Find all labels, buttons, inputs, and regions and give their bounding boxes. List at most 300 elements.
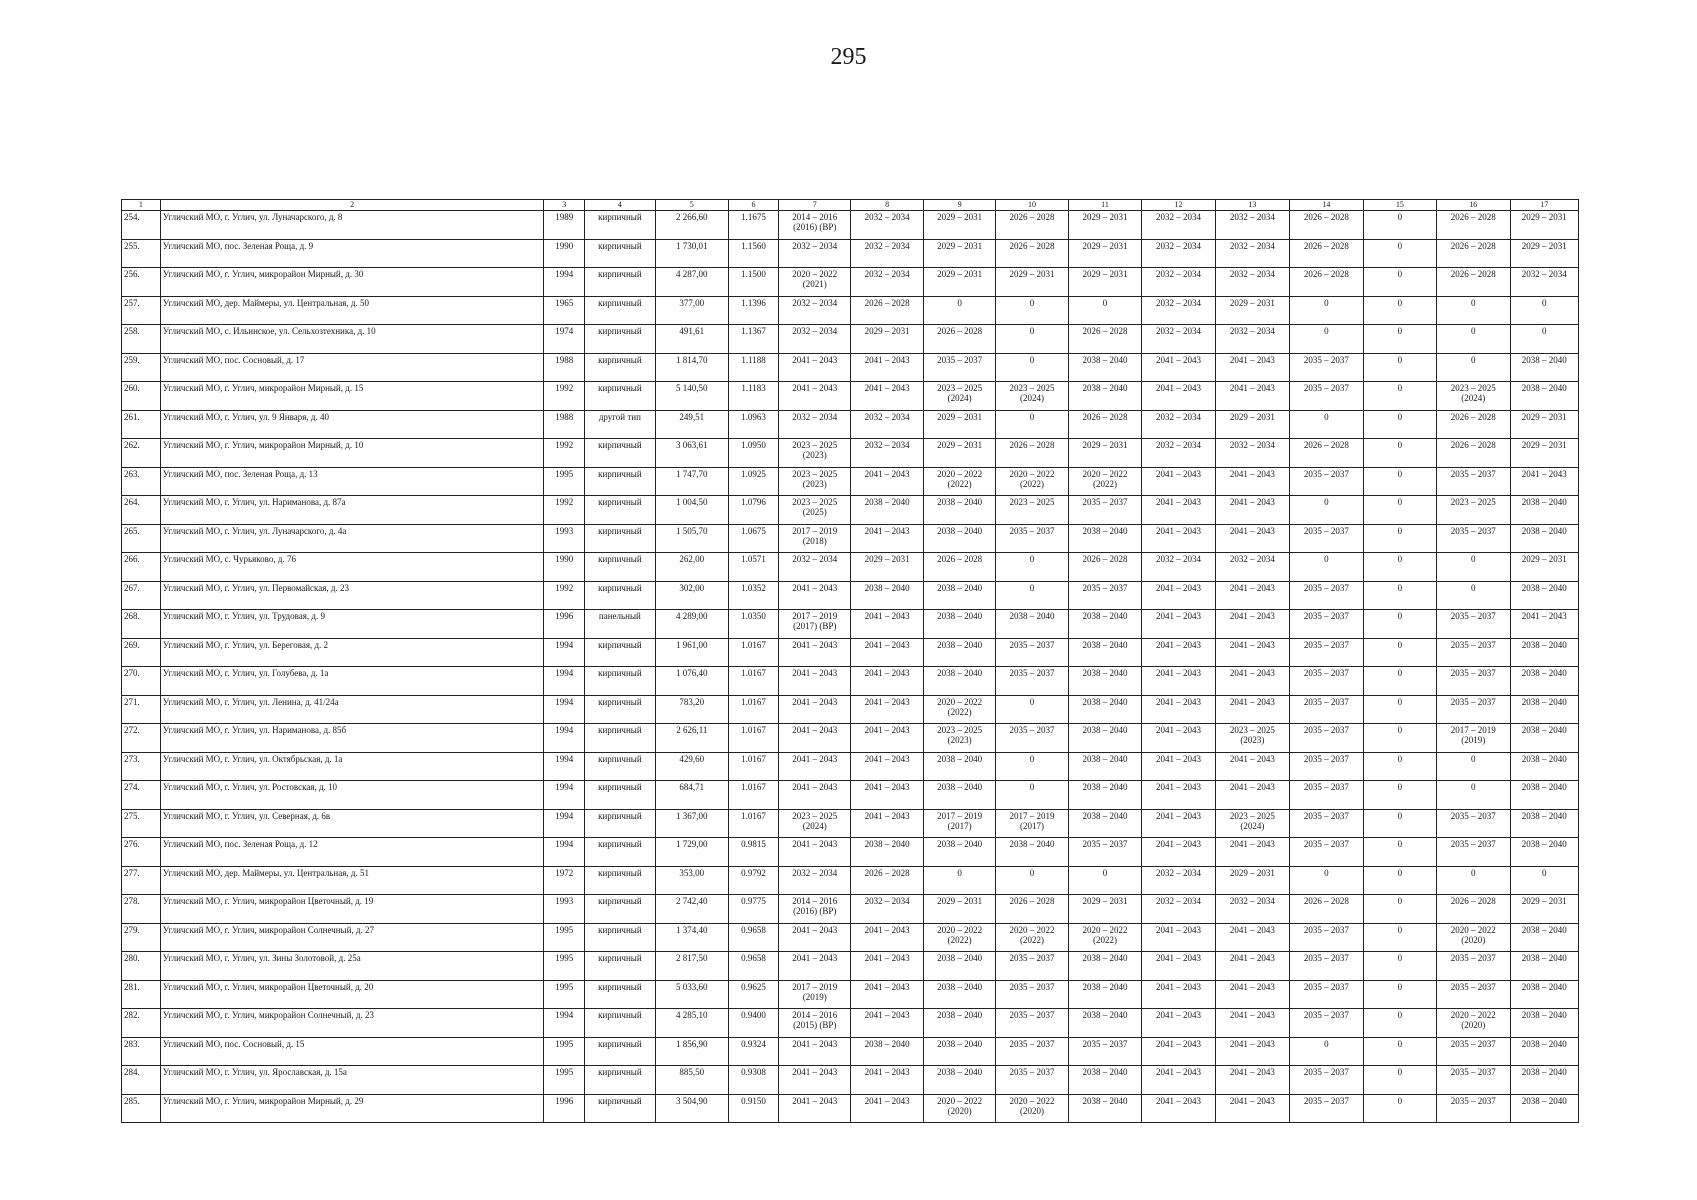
table-cell-col-6: 1.1183 — [729, 382, 779, 411]
table-cell-col-4: кирпичный — [585, 382, 655, 411]
table-cell-col-12: 2032 – 2034 — [1142, 268, 1215, 297]
table-cell-col-16: 2035 – 2037 — [1437, 838, 1510, 867]
table-cell-col-17: 0 — [1510, 866, 1579, 895]
table-cell-col-10: 2035 – 2037 — [996, 667, 1068, 696]
table-cell-col-1: 261. — [122, 410, 161, 439]
table-cell-col-8: 2041 – 2043 — [851, 467, 923, 496]
table-cell-col-3: 1990 — [544, 239, 585, 268]
table-cell-col-14: 2026 – 2028 — [1290, 268, 1363, 297]
table-cell-col-14: 2035 – 2037 — [1290, 638, 1363, 667]
table-cell-col-15: 0 — [1363, 895, 1436, 924]
table-cell-col-11: 2035 – 2037 — [1068, 581, 1141, 610]
table-cell-col-9: 2038 – 2040 — [923, 980, 995, 1009]
table-cell-col-17: 2038 – 2040 — [1510, 838, 1579, 867]
table-cell-col-11: 2035 – 2037 — [1068, 838, 1141, 867]
table-cell-col-16: 0 — [1437, 581, 1510, 610]
table-cell-col-4: кирпичный — [585, 980, 655, 1009]
table-cell-col-2: Угличский МО, с. Чурьяково, д. 76 — [160, 553, 544, 582]
table-cell-col-13: 2023 – 2025 (2023) — [1215, 724, 1289, 753]
table-row — [122, 553, 1579, 582]
table-cell-col-17: 2038 – 2040 — [1510, 752, 1579, 781]
table-cell-col-9: 2020 – 2022 (2022) — [923, 695, 995, 724]
table-cell-col-12: 2032 – 2034 — [1142, 895, 1215, 924]
table-cell-col-9: 2038 – 2040 — [923, 781, 995, 810]
table-cell-col-2: Угличский МО, пос. Зеленая Роща, д. 13 — [160, 467, 544, 496]
table-cell-col-3: 1990 — [544, 553, 585, 582]
table-cell-col-14: 2035 – 2037 — [1290, 923, 1363, 952]
table-cell-col-11: 2020 – 2022 (2022) — [1068, 467, 1141, 496]
table-cell-col-12: 2041 – 2043 — [1142, 1037, 1215, 1066]
table-cell-col-1: 262. — [122, 439, 161, 468]
table-cell-col-17: 2029 – 2031 — [1510, 410, 1579, 439]
table-cell-col-10: 2029 – 2031 — [996, 268, 1068, 297]
table-cell-col-5: 1 505,70 — [655, 524, 728, 553]
table-cell-col-12: 2041 – 2043 — [1142, 752, 1215, 781]
table-cell-col-3: 1995 — [544, 1066, 585, 1095]
table-cell-col-8: 2038 – 2040 — [851, 838, 923, 867]
table-row — [122, 895, 1579, 924]
table-cell-col-13: 2032 – 2034 — [1215, 268, 1289, 297]
table-cell-col-12: 2032 – 2034 — [1142, 325, 1215, 354]
table-cell-col-7: 2041 – 2043 — [779, 752, 851, 781]
table-cell-col-15: 0 — [1363, 695, 1436, 724]
housing-schedule-table — [121, 199, 1579, 1123]
table-cell-col-5: 353,00 — [655, 866, 728, 895]
table-cell-col-11: 2038 – 2040 — [1068, 1009, 1141, 1038]
table-cell-col-9: 2017 – 2019 (2017) — [923, 809, 995, 838]
table-cell-col-8: 2032 – 2034 — [851, 410, 923, 439]
table-cell-col-11: 2038 – 2040 — [1068, 695, 1141, 724]
table-cell-col-5: 249,51 — [655, 410, 728, 439]
table-cell-col-14: 2026 – 2028 — [1290, 439, 1363, 468]
table-cell-col-5: 3 063,61 — [655, 439, 728, 468]
table-row — [122, 952, 1579, 981]
table-cell-col-4: кирпичный — [585, 211, 655, 240]
table-cell-col-16: 2035 – 2037 — [1437, 638, 1510, 667]
table-cell-col-1: 258. — [122, 325, 161, 354]
table-cell-col-8: 2041 – 2043 — [851, 781, 923, 810]
table-row — [122, 1094, 1579, 1123]
table-cell-col-8: 2032 – 2034 — [851, 239, 923, 268]
table-cell-col-5: 302,00 — [655, 581, 728, 610]
table-cell-col-15: 0 — [1363, 980, 1436, 1009]
table-body — [122, 211, 1579, 1123]
table-cell-col-12: 2032 – 2034 — [1142, 866, 1215, 895]
table-cell-col-9: 2038 – 2040 — [923, 952, 995, 981]
table-cell-col-5: 2 266,60 — [655, 211, 728, 240]
table-cell-col-13: 2029 – 2031 — [1215, 866, 1289, 895]
table-cell-col-8: 2041 – 2043 — [851, 667, 923, 696]
table-cell-col-13: 2041 – 2043 — [1215, 638, 1289, 667]
table-cell-col-2: Угличский МО, пос. Сосновый, д. 17 — [160, 353, 544, 382]
table-cell-col-5: 429,60 — [655, 752, 728, 781]
table-cell-col-8: 2041 – 2043 — [851, 524, 923, 553]
table-cell-col-7: 2041 – 2043 — [779, 952, 851, 981]
table-row — [122, 496, 1579, 525]
table-cell-col-13: 2041 – 2043 — [1215, 695, 1289, 724]
table-cell-col-9: 2029 – 2031 — [923, 410, 995, 439]
table-cell-col-2: Угличский МО, г. Углич, ул. Луначарского, д. 8 — [160, 211, 544, 240]
table-cell-col-1: 266. — [122, 553, 161, 582]
table-cell-col-13: 2041 – 2043 — [1215, 496, 1289, 525]
table-cell-col-16: 2023 – 2025 (2024) — [1437, 382, 1510, 411]
table-cell-col-5: 1 747,70 — [655, 467, 728, 496]
table-cell-col-6: 1.1188 — [729, 353, 779, 382]
table-cell-col-5: 4 285,10 — [655, 1009, 728, 1038]
table-row — [122, 781, 1579, 810]
table-cell-col-3: 1965 — [544, 296, 585, 325]
table-cell-col-6: 0.9150 — [729, 1094, 779, 1123]
column-header-9: 9 — [923, 200, 995, 211]
table-cell-col-13: 2041 – 2043 — [1215, 581, 1289, 610]
table-cell-col-1: 280. — [122, 952, 161, 981]
table-cell-col-2: Угличский МО, г. Углич, ул. Ярославская, д. 15а — [160, 1066, 544, 1095]
table-cell-col-1: 259. — [122, 353, 161, 382]
table-cell-col-3: 1994 — [544, 1009, 585, 1038]
table-cell-col-16: 2035 – 2037 — [1437, 952, 1510, 981]
table-cell-col-3: 1996 — [544, 610, 585, 639]
table-cell-col-15: 0 — [1363, 923, 1436, 952]
table-cell-col-1: 265. — [122, 524, 161, 553]
table-cell-col-14: 2035 – 2037 — [1290, 952, 1363, 981]
table-cell-col-12: 2041 – 2043 — [1142, 638, 1215, 667]
table-cell-col-4: кирпичный — [585, 1009, 655, 1038]
table-cell-col-5: 885,50 — [655, 1066, 728, 1095]
table-cell-col-1: 256. — [122, 268, 161, 297]
table-cell-col-16: 0 — [1437, 553, 1510, 582]
table-row — [122, 239, 1579, 268]
table-cell-col-10: 0 — [996, 866, 1068, 895]
table-cell-col-14: 0 — [1290, 410, 1363, 439]
table-cell-col-1: 285. — [122, 1094, 161, 1123]
table-cell-col-3: 1995 — [544, 923, 585, 952]
table-cell-col-12: 2032 – 2034 — [1142, 439, 1215, 468]
table-cell-col-8: 2041 – 2043 — [851, 952, 923, 981]
table-cell-col-7: 2014 – 2016 (2015) (ВР) — [779, 1009, 851, 1038]
table-cell-col-9: 2038 – 2040 — [923, 610, 995, 639]
table-cell-col-12: 2041 – 2043 — [1142, 952, 1215, 981]
table-cell-col-3: 1992 — [544, 581, 585, 610]
table-cell-col-17: 2029 – 2031 — [1510, 895, 1579, 924]
table-cell-col-8: 2032 – 2034 — [851, 211, 923, 240]
table-cell-col-1: 283. — [122, 1037, 161, 1066]
table-cell-col-6: 1.1500 — [729, 268, 779, 297]
table-cell-col-2: Угличский МО, г. Углич, микрорайон Мирный, д. 15 — [160, 382, 544, 411]
table-cell-col-9: 2023 – 2025 (2024) — [923, 382, 995, 411]
table-cell-col-1: 279. — [122, 923, 161, 952]
table-cell-col-3: 1996 — [544, 1094, 585, 1123]
table-cell-col-8: 2041 – 2043 — [851, 1066, 923, 1095]
table-cell-col-17: 2029 – 2031 — [1510, 239, 1579, 268]
column-header-13: 13 — [1215, 200, 1289, 211]
table-row — [122, 211, 1579, 240]
table-cell-col-15: 0 — [1363, 1066, 1436, 1095]
table-cell-col-11: 2038 – 2040 — [1068, 724, 1141, 753]
table-cell-col-6: 1.1396 — [729, 296, 779, 325]
table-cell-col-9: 2020 – 2022 (2020) — [923, 1094, 995, 1123]
table-cell-col-17: 2038 – 2040 — [1510, 524, 1579, 553]
table-cell-col-3: 1992 — [544, 382, 585, 411]
table-cell-col-10: 2023 – 2025 — [996, 496, 1068, 525]
table-cell-col-2: Угличский МО, г. Углич, ул. Октябрьская, д. 1а — [160, 752, 544, 781]
table-row — [122, 325, 1579, 354]
table-cell-col-3: 1994 — [544, 781, 585, 810]
table-cell-col-12: 2041 – 2043 — [1142, 524, 1215, 553]
table-cell-col-15: 0 — [1363, 553, 1436, 582]
table-cell-col-1: 281. — [122, 980, 161, 1009]
table-cell-col-16: 2035 – 2037 — [1437, 1037, 1510, 1066]
table-cell-col-7: 2041 – 2043 — [779, 1037, 851, 1066]
table-cell-col-15: 0 — [1363, 1009, 1436, 1038]
table-cell-col-9: 2035 – 2037 — [923, 353, 995, 382]
column-header-17: 17 — [1510, 200, 1579, 211]
table-cell-col-12: 2041 – 2043 — [1142, 610, 1215, 639]
table-cell-col-2: Угличский МО, г. Углич, микрорайон Мирный, д. 29 — [160, 1094, 544, 1123]
table-cell-col-16: 0 — [1437, 353, 1510, 382]
table-cell-col-9: 2020 – 2022 (2022) — [923, 467, 995, 496]
table-cell-col-14: 2026 – 2028 — [1290, 211, 1363, 240]
table-cell-col-15: 0 — [1363, 1037, 1436, 1066]
table-cell-col-10: 2017 – 2019 (2017) — [996, 809, 1068, 838]
table-cell-col-8: 2041 – 2043 — [851, 382, 923, 411]
table-cell-col-6: 1.0167 — [729, 667, 779, 696]
table-cell-col-8: 2038 – 2040 — [851, 496, 923, 525]
table-cell-col-9: 2038 – 2040 — [923, 752, 995, 781]
table-cell-col-16: 2026 – 2028 — [1437, 268, 1510, 297]
table-cell-col-7: 2041 – 2043 — [779, 1066, 851, 1095]
table-cell-col-7: 2017 – 2019 (2017) (ВР) — [779, 610, 851, 639]
table-cell-col-14: 2035 – 2037 — [1290, 1094, 1363, 1123]
table-cell-col-14: 2035 – 2037 — [1290, 610, 1363, 639]
table-cell-col-2: Угличский МО, г. Углич, ул. Северная, д. 6в — [160, 809, 544, 838]
table-cell-col-17: 2038 – 2040 — [1510, 382, 1579, 411]
table-cell-col-1: 260. — [122, 382, 161, 411]
table-cell-col-9: 2023 – 2025 (2023) — [923, 724, 995, 753]
table-cell-col-8: 2041 – 2043 — [851, 724, 923, 753]
table-cell-col-10: 2026 – 2028 — [996, 895, 1068, 924]
table-cell-col-12: 2041 – 2043 — [1142, 382, 1215, 411]
table-row — [122, 866, 1579, 895]
table-cell-col-2: Угличский МО, пос. Зеленая Роща, д. 12 — [160, 838, 544, 867]
table-cell-col-17: 2038 – 2040 — [1510, 496, 1579, 525]
table-cell-col-11: 2029 – 2031 — [1068, 439, 1141, 468]
table-cell-col-4: кирпичный — [585, 752, 655, 781]
table-cell-col-5: 5 140,50 — [655, 382, 728, 411]
table-cell-col-17: 2038 – 2040 — [1510, 980, 1579, 1009]
table-cell-col-10: 2020 – 2022 (2022) — [996, 467, 1068, 496]
table-cell-col-10: 2038 – 2040 — [996, 610, 1068, 639]
table-cell-col-6: 1.0167 — [729, 781, 779, 810]
column-header-16: 16 — [1437, 200, 1510, 211]
table-row — [122, 923, 1579, 952]
table-cell-col-14: 2035 – 2037 — [1290, 467, 1363, 496]
table-cell-col-15: 0 — [1363, 952, 1436, 981]
table-cell-col-11: 2038 – 2040 — [1068, 1066, 1141, 1095]
table-cell-col-1: 274. — [122, 781, 161, 810]
table-row — [122, 1066, 1579, 1095]
table-cell-col-4: кирпичный — [585, 353, 655, 382]
table-cell-col-15: 0 — [1363, 239, 1436, 268]
table-cell-col-13: 2032 – 2034 — [1215, 553, 1289, 582]
table-cell-col-1: 268. — [122, 610, 161, 639]
table-cell-col-8: 2026 – 2028 — [851, 866, 923, 895]
table-cell-col-8: 2041 – 2043 — [851, 1009, 923, 1038]
table-cell-col-12: 2032 – 2034 — [1142, 239, 1215, 268]
table-cell-col-13: 2041 – 2043 — [1215, 382, 1289, 411]
table-cell-col-8: 2041 – 2043 — [851, 809, 923, 838]
table-cell-col-10: 2023 – 2025 (2024) — [996, 382, 1068, 411]
table-cell-col-12: 2041 – 2043 — [1142, 923, 1215, 952]
column-header-4: 4 — [585, 200, 655, 211]
table-cell-col-5: 1 814,70 — [655, 353, 728, 382]
table-cell-col-6: 1.0675 — [729, 524, 779, 553]
table-cell-col-16: 2020 – 2022 (2020) — [1437, 1009, 1510, 1038]
table-cell-col-2: Угличский МО, г. Углич, микрорайон Цветочный, д. 19 — [160, 895, 544, 924]
table-cell-col-3: 1994 — [544, 695, 585, 724]
table-cell-col-12: 2041 – 2043 — [1142, 838, 1215, 867]
table-cell-col-15: 0 — [1363, 382, 1436, 411]
table-cell-col-3: 1995 — [544, 467, 585, 496]
table-cell-col-2: Угличский МО, г. Углич, микрорайон Цветочный, д. 20 — [160, 980, 544, 1009]
table-cell-col-2: Угличский МО, пос. Зеленая Роща, д. 9 — [160, 239, 544, 268]
table-cell-col-8: 2041 – 2043 — [851, 1094, 923, 1123]
table-cell-col-9: 2029 – 2031 — [923, 268, 995, 297]
table-cell-col-11: 2038 – 2040 — [1068, 809, 1141, 838]
table-cell-col-9: 2038 – 2040 — [923, 638, 995, 667]
table-cell-col-6: 1.0352 — [729, 581, 779, 610]
table-cell-col-4: кирпичный — [585, 1094, 655, 1123]
table-cell-col-15: 0 — [1363, 866, 1436, 895]
table-cell-col-14: 0 — [1290, 496, 1363, 525]
table-cell-col-6: 0.9792 — [729, 866, 779, 895]
table-cell-col-17: 2038 – 2040 — [1510, 1066, 1579, 1095]
table-cell-col-3: 1995 — [544, 980, 585, 1009]
table-cell-col-1: 277. — [122, 866, 161, 895]
table-cell-col-15: 0 — [1363, 353, 1436, 382]
table-cell-col-13: 2041 – 2043 — [1215, 524, 1289, 553]
table-cell-col-17: 2032 – 2034 — [1510, 268, 1579, 297]
table-cell-col-4: кирпичный — [585, 268, 655, 297]
table-cell-col-9: 2038 – 2040 — [923, 1037, 995, 1066]
table-cell-col-10: 0 — [996, 553, 1068, 582]
table-cell-col-12: 2032 – 2034 — [1142, 553, 1215, 582]
table-cell-col-17: 2038 – 2040 — [1510, 781, 1579, 810]
table-cell-col-8: 2041 – 2043 — [851, 695, 923, 724]
table-cell-col-6: 0.9775 — [729, 895, 779, 924]
table-cell-col-4: кирпичный — [585, 1037, 655, 1066]
table-cell-col-8: 2029 – 2031 — [851, 553, 923, 582]
table-cell-col-3: 1994 — [544, 667, 585, 696]
table-cell-col-8: 2038 – 2040 — [851, 581, 923, 610]
table-cell-col-3: 1989 — [544, 211, 585, 240]
table-row — [122, 638, 1579, 667]
table-cell-col-14: 2035 – 2037 — [1290, 695, 1363, 724]
table-cell-col-5: 1 730,01 — [655, 239, 728, 268]
table-cell-col-7: 2023 – 2025 (2025) — [779, 496, 851, 525]
table-cell-col-8: 2041 – 2043 — [851, 752, 923, 781]
table-cell-col-13: 2041 – 2043 — [1215, 467, 1289, 496]
table-cell-col-13: 2041 – 2043 — [1215, 667, 1289, 696]
table-cell-col-6: 0.9308 — [729, 1066, 779, 1095]
table-cell-col-11: 2029 – 2031 — [1068, 268, 1141, 297]
table-cell-col-3: 1995 — [544, 1037, 585, 1066]
table-cell-col-7: 2041 – 2043 — [779, 581, 851, 610]
table-cell-col-6: 1.0167 — [729, 809, 779, 838]
table-cell-col-17: 2038 – 2040 — [1510, 695, 1579, 724]
table-cell-col-3: 1994 — [544, 752, 585, 781]
table-row — [122, 467, 1579, 496]
table-cell-col-1: 282. — [122, 1009, 161, 1038]
table-cell-col-5: 262,00 — [655, 553, 728, 582]
table-row — [122, 524, 1579, 553]
table-cell-col-11: 2038 – 2040 — [1068, 752, 1141, 781]
table-cell-col-14: 2035 – 2037 — [1290, 724, 1363, 753]
table-cell-col-15: 0 — [1363, 211, 1436, 240]
table-row — [122, 353, 1579, 382]
table-cell-col-7: 2032 – 2034 — [779, 296, 851, 325]
table-cell-col-5: 1 374,40 — [655, 923, 728, 952]
table-cell-col-7: 2032 – 2034 — [779, 410, 851, 439]
table-cell-col-12: 2041 – 2043 — [1142, 1094, 1215, 1123]
table-cell-col-9: 2038 – 2040 — [923, 581, 995, 610]
table-cell-col-11: 2038 – 2040 — [1068, 638, 1141, 667]
table-cell-col-3: 1992 — [544, 439, 585, 468]
table-cell-col-2: Угличский МО, пос. Сосновый, д. 15 — [160, 1037, 544, 1066]
table-cell-col-3: 1994 — [544, 638, 585, 667]
table-cell-col-13: 2029 – 2031 — [1215, 410, 1289, 439]
table-cell-col-17: 2038 – 2040 — [1510, 809, 1579, 838]
table-cell-col-12: 2041 – 2043 — [1142, 809, 1215, 838]
table-cell-col-15: 0 — [1363, 781, 1436, 810]
table-cell-col-16: 2023 – 2025 — [1437, 496, 1510, 525]
table-cell-col-1: 255. — [122, 239, 161, 268]
table-cell-col-4: кирпичный — [585, 638, 655, 667]
column-header-5: 5 — [655, 200, 728, 211]
table-cell-col-4: кирпичный — [585, 695, 655, 724]
table-cell-col-10: 2035 – 2037 — [996, 980, 1068, 1009]
table-cell-col-6: 0.9400 — [729, 1009, 779, 1038]
table-cell-col-15: 0 — [1363, 667, 1436, 696]
table-cell-col-11: 2026 – 2028 — [1068, 553, 1141, 582]
table-cell-col-2: Угличский МО, г. Углич, ул. Голубева, д. 1а — [160, 667, 544, 696]
table-cell-col-13: 2041 – 2043 — [1215, 781, 1289, 810]
table-cell-col-5: 4 287,00 — [655, 268, 728, 297]
column-header-1: 1 — [122, 200, 161, 211]
table-cell-col-3: 1994 — [544, 268, 585, 297]
table-cell-col-15: 0 — [1363, 296, 1436, 325]
table-cell-col-14: 0 — [1290, 325, 1363, 354]
table-cell-col-6: 0.9625 — [729, 980, 779, 1009]
table-cell-col-9: 2038 – 2040 — [923, 1066, 995, 1095]
column-header-6: 6 — [729, 200, 779, 211]
table-cell-col-13: 2041 – 2043 — [1215, 752, 1289, 781]
table-cell-col-10: 2038 – 2040 — [996, 838, 1068, 867]
table-cell-col-16: 0 — [1437, 296, 1510, 325]
table-cell-col-2: Угличский МО, г. Углич, ул. Луначарского, д. 4а — [160, 524, 544, 553]
table-cell-col-3: 1994 — [544, 838, 585, 867]
table-cell-col-12: 2041 – 2043 — [1142, 695, 1215, 724]
table-cell-col-11: 2029 – 2031 — [1068, 211, 1141, 240]
table-cell-col-6: 1.0167 — [729, 752, 779, 781]
table-cell-col-15: 0 — [1363, 467, 1436, 496]
table-cell-col-12: 2041 – 2043 — [1142, 353, 1215, 382]
table-cell-col-1: 267. — [122, 581, 161, 610]
table-cell-col-10: 0 — [996, 296, 1068, 325]
table-cell-col-14: 2026 – 2028 — [1290, 239, 1363, 268]
table-row — [122, 296, 1579, 325]
table-cell-col-6: 1.0167 — [729, 638, 779, 667]
table-cell-col-11: 2038 – 2040 — [1068, 667, 1141, 696]
